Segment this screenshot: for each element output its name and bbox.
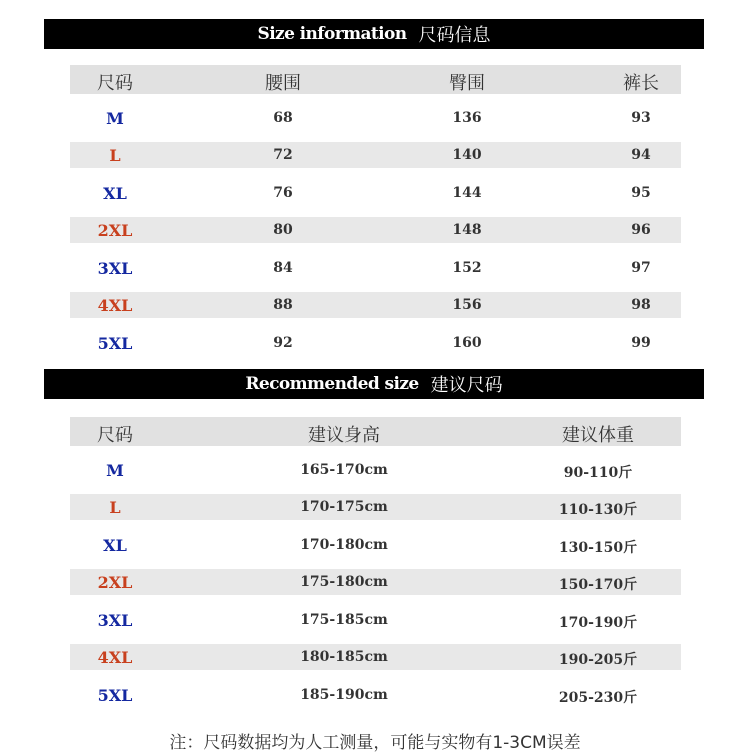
weight-value: 110-130斤	[558, 502, 638, 518]
size-label: L	[109, 146, 121, 165]
recommended-banner	[44, 369, 704, 399]
size-label: 3XL	[97, 611, 133, 630]
size-label: 5XL	[97, 686, 133, 705]
table-row	[70, 330, 681, 356]
height-value: 175-180cm	[300, 574, 388, 590]
header-waist: 腰围	[265, 73, 301, 94]
height-value: 185-190cm	[300, 687, 388, 703]
waist-value: 92	[273, 335, 293, 351]
table-row	[70, 494, 681, 520]
length-value: 95	[631, 185, 651, 201]
size-label: L	[109, 498, 121, 517]
table-row	[70, 532, 681, 558]
header-length: 裤长	[623, 73, 659, 94]
waist-value: 84	[273, 260, 293, 276]
recommended-title-zh: 建议尺码	[430, 375, 503, 396]
length-value: 98	[631, 297, 651, 313]
height-value: 180-185cm	[300, 649, 388, 665]
hip-value: 140	[452, 147, 482, 163]
size-label: XL	[103, 536, 127, 555]
hip-value: 156	[452, 297, 482, 313]
length-value: 97	[631, 260, 651, 276]
size-label: 4XL	[97, 296, 133, 315]
waist-value: 72	[273, 147, 293, 163]
size-label: 2XL	[97, 221, 133, 240]
hip-value: 152	[452, 260, 482, 276]
height-value: 170-180cm	[300, 537, 388, 553]
size-label: M	[106, 109, 124, 128]
weight-value: 90-110斤	[563, 465, 633, 481]
weight-value: 170-190斤	[558, 615, 638, 631]
size-info-banner	[44, 19, 704, 49]
length-value: 96	[631, 222, 651, 238]
table-row	[70, 217, 681, 243]
size-info-header-row	[70, 65, 681, 94]
table-row	[70, 105, 681, 131]
weight-value: 150-170斤	[558, 577, 638, 593]
height-value: 175-185cm	[300, 612, 388, 628]
size-label: 3XL	[97, 259, 133, 278]
table-row	[70, 644, 681, 670]
size-info-title-en: Size information	[257, 24, 407, 44]
size-label: 5XL	[97, 334, 133, 353]
height-value: 170-175cm	[300, 499, 388, 515]
hip-value: 144	[452, 185, 482, 201]
header-hip: 臀围	[449, 73, 485, 94]
weight-value: 130-150斤	[558, 540, 638, 556]
size-label: 4XL	[97, 648, 133, 667]
table-row	[70, 292, 681, 318]
waist-value: 88	[273, 297, 293, 313]
size-label: 2XL	[97, 573, 133, 592]
table-row	[70, 142, 681, 168]
measurement-note: 注：尺码数据均为人工测量，可能与实物有1-3CM误差	[169, 733, 581, 753]
length-value: 99	[631, 335, 651, 351]
length-value: 93	[631, 110, 651, 126]
weight-value: 205-230斤	[558, 690, 638, 706]
table-row	[70, 569, 681, 595]
header-height: 建议身高	[308, 425, 380, 446]
weight-value: 190-205斤	[558, 652, 638, 668]
size-label: XL	[103, 184, 127, 203]
header-weight: 建议体重	[562, 425, 634, 446]
waist-value: 68	[273, 110, 293, 126]
recommended-title-en: Recommended size	[245, 374, 419, 394]
height-value: 165-170cm	[300, 462, 388, 478]
size-info-title-zh: 尺码信息	[418, 25, 491, 46]
table-row	[70, 607, 681, 633]
header-size: 尺码	[97, 425, 133, 446]
waist-value: 76	[273, 185, 293, 201]
header-size: 尺码	[97, 73, 133, 94]
hip-value: 148	[452, 222, 482, 238]
size-label: M	[106, 461, 124, 480]
table-row	[70, 682, 681, 708]
recommended-header-row	[70, 417, 681, 446]
waist-value: 80	[273, 222, 293, 238]
table-row	[70, 457, 681, 483]
table-row	[70, 255, 681, 281]
hip-value: 136	[452, 110, 482, 126]
table-row	[70, 180, 681, 206]
length-value: 94	[631, 147, 651, 163]
hip-value: 160	[452, 335, 482, 351]
